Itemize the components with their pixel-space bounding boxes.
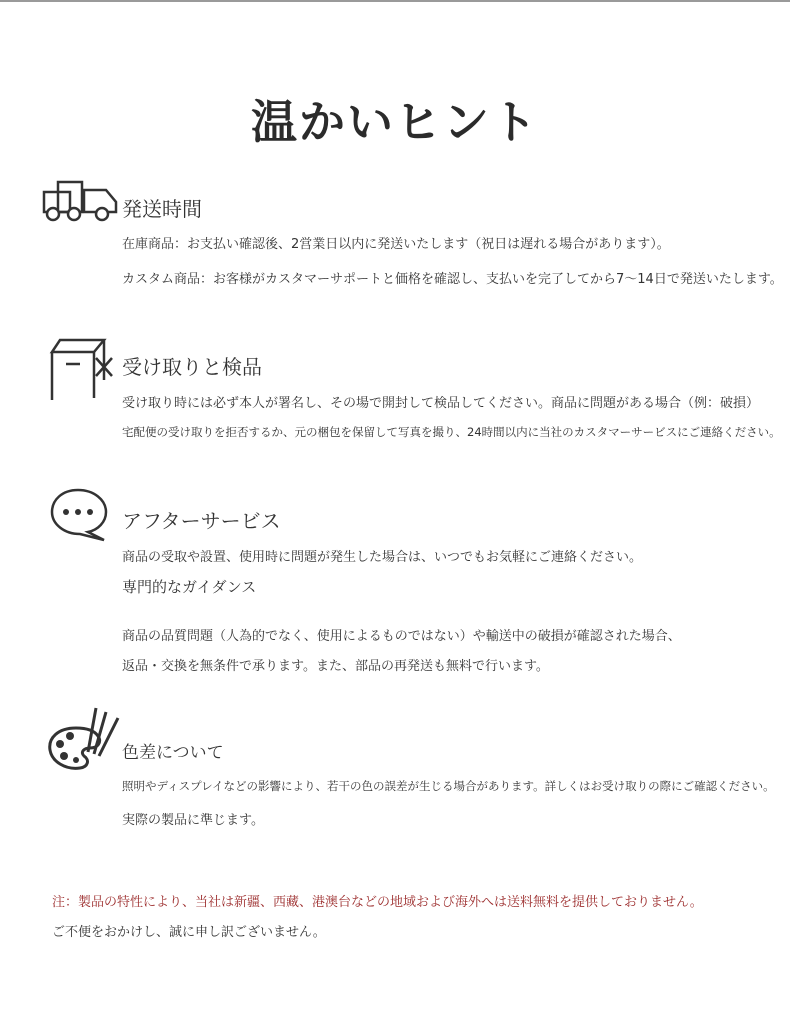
- shipping-line: 在庫商品：お支払い確認後、2営業日以内に発送いたします（祝日は遅れる場合があります）。: [122, 237, 670, 252]
- truck-icon: [40, 178, 122, 224]
- section-title-receiving: 受け取りと検品: [122, 355, 262, 379]
- after-service-line: 返品・交換を無条件で承ります。また、部品の再発送も無料で行います。: [122, 659, 549, 674]
- guidance-subheading: 専門的なガイダンス: [122, 578, 257, 596]
- section-title-after-service: アフターサービス: [122, 509, 281, 533]
- palette-icon: [44, 704, 124, 776]
- box-icon: [46, 336, 118, 404]
- apology-note: ご不便をおかけし、誠に申し訳ございません。: [52, 925, 326, 940]
- section-title-color-difference: 色差について: [122, 743, 224, 763]
- top-divider: [0, 0, 790, 2]
- after-service-line: 商品の品質問題（人為的でなく、使用によるものではない）や輸送中の破損が確認された場合、: [122, 629, 681, 644]
- after-service-line: 商品の受取や設置、使用時に問題が発生した場合は、いつでもお気軽にご連絡ください。: [122, 550, 643, 565]
- color-difference-line: 実際の製品に準じます。: [122, 813, 264, 828]
- page-title: 温かいヒント: [251, 95, 539, 149]
- shipping-restriction-note: 注：製品の特性により、当社は新疆、西藏、港澳台などの地域および海外へは送料無料を提供しておりません。: [52, 895, 703, 910]
- section-title-shipping: 発送時間: [122, 197, 202, 221]
- receiving-line: 宅配便の受け取りを拒否するか、元の梱包を保留して写真を撮り、24時間以内に当社のカスタマーサービスにご連絡ください。: [122, 425, 781, 439]
- color-difference-line: 照明やディスプレイなどの影響により、若干の色の誤差が生じる場合があります。詳しくはお受け取りの際にご確認ください。: [122, 779, 775, 793]
- shipping-line: カスタム商品：お客様がカスタマーサポートと価格を確認し、支払いを完了してから7〜14日で発送いたします。: [122, 272, 783, 287]
- receiving-line: 受け取り時には必ず本人が署名し、その場で開封して検品してください。商品に問題がある場合（例：破損）: [122, 396, 760, 411]
- chat-bubble-icon: [46, 486, 112, 542]
